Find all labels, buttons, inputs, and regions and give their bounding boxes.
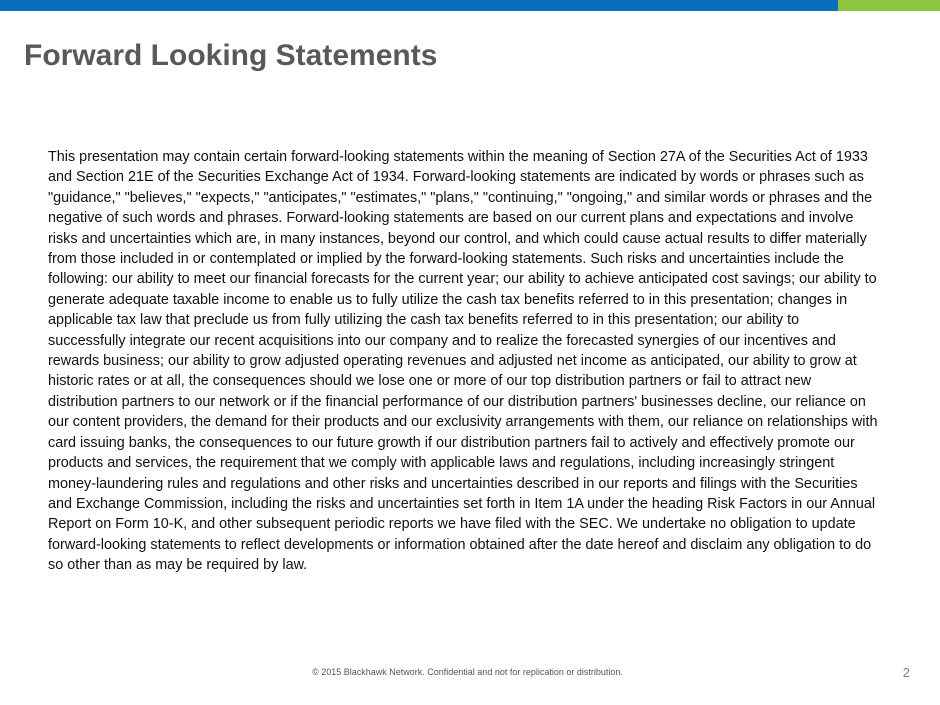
disclaimer-body-text: This presentation may contain certain forward-looking statements within the meaning of Section 27A of the Securities Act of 1933 and Section 21E of the Securities Exchange Act of 1934. Forward-looking statements are indicated by words or phrases such as "guidance," "believes," "expects," "anticipates," "estimates," "plans," "continuing," "ongoing," and similar words or phrases and the negative of such words and phrases. Forward-looking statements are based on our current plans and expectations and involve risks and uncertainties which are, in many instances, beyond our control, and which could cause actual results to differ materially from those included in or contemplated or implied by the forward-looking statements. Such risks and uncertainties include the following: our ability to meet our financial forecasts for the current year; our ability to achieve anticipated cost savings; our ability to generate adequate taxable income to enable us to fully utilize the cash tax benefits referred to in this presentation; changes in applicable tax law that preclude us from fully utilizing the cash tax benefits referred to in this presentation; our ability to successfully integrate our recent acquisitions into our company and to realize the forecasted synergies of our incentives and rewards business; our ability to grow adjusted operating revenues and adjusted net income as anticipated, our ability to grow at historic rates or at all, the consequences should we lose one or more of our top distribution partners or fail to attract new distribution partners to our network or if the financial performance of our distribution partners' businesses decline, our reliance on our content providers, the demand for their products and our exclusivity arrangements with them, our reliance on relationships with card issuing banks, the consequences to our future growth if our distribution partners fail to actively and effectively promote our products and services, the requirement that we comply with applicable laws and regulations, including increasingly stringent money-laundering rules and regulations and other risks and uncertainties described in our reports and filings with the Securities and Exchange Commission, including the risks and uncertainties set forth in Item 1A under the heading Risk Factors in our Annual Report on Form 10-K, and other subsequent periodic reports we have filed with the SEC. We undertake no obligation to update forward-looking statements to reflect developments or information obtained after the date hereof and disclaim any obligation to do so other than as may be required by law. — [48, 149, 878, 574]
slide-title: Forward Looking Statements — [24, 39, 438, 72]
copyright-footer: © 2015 Blackhawk Network. Confidential and not for replication or distribution. — [312, 667, 623, 677]
top-accent-bar-green — [838, 0, 940, 11]
top-accent-bar-blue — [0, 0, 838, 11]
page-number: 2 — [902, 665, 910, 680]
